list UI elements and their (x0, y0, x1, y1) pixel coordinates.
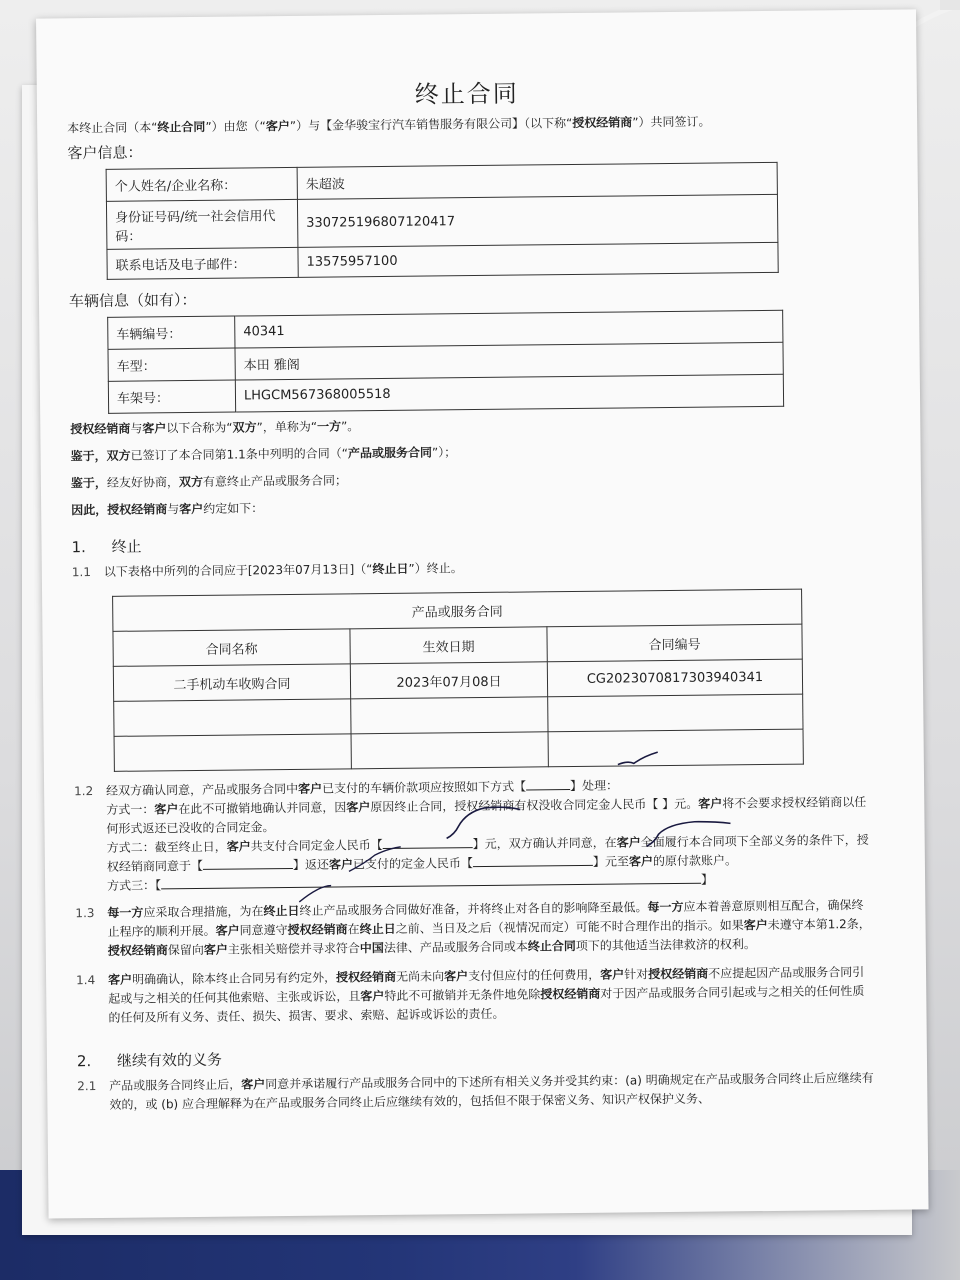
contract-name-cell: 二手机动车收购合同 (113, 664, 350, 701)
clause-bold: 客户 (616, 835, 641, 850)
recital-text: 约定如下： (203, 501, 264, 516)
clause-1-1 (72, 555, 872, 582)
clause-segment: 在此不可撤销地确认并同意，因 (178, 800, 347, 817)
clause-bold: 客户 (226, 839, 251, 854)
clause-text (104, 555, 872, 582)
customer-id-value: 330725196807120417 (297, 194, 777, 247)
clause-segment: 共支付合同定金人民币【 (250, 838, 383, 854)
customer-name-key: 个人姓名/企业名称： (106, 167, 297, 201)
empty-cell (351, 732, 548, 769)
clause-bold: 客户 (108, 972, 133, 987)
empty-cell (114, 699, 351, 736)
recital-text: 已签订了本合同第1.1条中列明的合同（“ (130, 446, 349, 463)
clause-bold: 客户 (743, 917, 768, 933)
recital-bold: 授权经销商 (70, 421, 131, 437)
col-header-contract-number: 合同编号 (547, 624, 802, 662)
clause-2-1 (77, 1069, 877, 1115)
recital-bold: 鉴于， (70, 448, 107, 464)
section-2-heading (77, 1042, 877, 1071)
clause-number: 1.1 (71, 565, 91, 580)
recital-text: 与 (130, 421, 143, 436)
table-row (114, 729, 803, 771)
recital-bold: 因此，授权经销商 (71, 502, 168, 518)
clause-bold: 授权经销商 (287, 922, 348, 938)
customer-name-value: 朱超波 (297, 162, 777, 199)
vehicle-number-key: 车辆编号： (108, 316, 235, 349)
recital-therefore (71, 493, 871, 520)
recital-text: ”。 (340, 419, 360, 434)
empty-cell (351, 697, 548, 734)
clause-bold: 客户 (215, 923, 240, 938)
clause-bold: 终止日 (263, 903, 300, 919)
clause-bold: 客户 (444, 969, 469, 984)
clause-bold: 授权经销商 (107, 943, 168, 958)
clause-segment: 对于因产品或服务合同引起或与之相关的任何性质的任何及所有义务、责任、损失、损害、要求、索赔、起诉或诉讼的责任。 (108, 983, 865, 1025)
customer-info-label: 客户信息： (67, 143, 143, 163)
intro-bold: 终止合同 (157, 119, 206, 135)
vehicle-model-value: 本田 雅阁 (235, 342, 783, 380)
customer-info-table (106, 162, 779, 280)
clause-segment: 已支付的定金人民币【 (352, 856, 474, 872)
clause-segment: 明确确认，除本终止合同另有约定外， (132, 970, 337, 987)
clause-segment: 应采取合理措施，为在 (143, 904, 264, 920)
clause-segment: 不应提起因产品或服务合同引起或与之相关的任何其他索赔、主张或诉讼，且 (108, 964, 865, 1006)
clause-bold: 授权经销商 (540, 986, 601, 1002)
clause-segment: 】 (701, 872, 714, 887)
recital-whereas-1 (71, 439, 871, 466)
col-header-contract-name: 合同名称 (113, 629, 350, 666)
clause-segment: 全面履行本合同项下全部义务的条件下，授权经销商同意于【 (106, 832, 869, 874)
col-header-effective-date: 生效日期 (350, 627, 547, 664)
clause-bold: 客户 (346, 800, 371, 815)
recital-parties (70, 412, 870, 439)
table-row (107, 242, 778, 279)
section-number: 2. (76, 1052, 92, 1071)
vehicle-info-label: 车辆信息（如有）： (68, 290, 197, 311)
recital-bold: 鉴于， (70, 475, 107, 491)
clause-segment: 支付但应付的任何费用， (468, 967, 601, 984)
effective-date-cell: 2023年07月08日 (350, 662, 547, 699)
recital-bold: 一方 (316, 419, 342, 434)
refund-date-blank[interactable] (203, 868, 293, 870)
customer-id-key: 身份证号码/统一社会信用代码： (106, 199, 297, 249)
clause-segment: 法律、产品或服务合同或本 (383, 939, 528, 956)
clause-segment: 同意并承诺履行产品或服务合同中的下述所有相关义务并受其约束：(a) 明确规定在产品或服务合同终止后应继续有效的，或 (b) 应合理解释为在产品或服务合同终止后应继续有效的，包括但不限于保密义务、知识产权保护义务、 (109, 1070, 874, 1112)
clause-text (107, 896, 876, 961)
clause-segment: 无尚未向 (396, 969, 445, 984)
vehicle-vin-value: LHGCM567368005518 (235, 374, 783, 412)
clause-bold: 客户 (241, 1077, 266, 1092)
section-title: 终止 (111, 537, 142, 556)
clause-segment: 的原付款账户。 (652, 853, 738, 869)
clause-segment: 经双方确认同意，产品或服务合同中 (106, 781, 299, 798)
clause-segment: 主张相关赔偿并寻求符合 (227, 941, 360, 957)
customer-contact-value: 13575957100 (298, 242, 778, 277)
empty-cell (114, 734, 351, 771)
clause-bold: 客户 (698, 796, 723, 811)
contract-number-cell: CG2023070817303940341 (547, 659, 802, 697)
clause-segment: 】元，双方确认并同意，在 (472, 835, 617, 852)
recital-bold: 双方 (106, 448, 131, 463)
clause-segment: 将不会要求授权经销商以任何形式返还已没收的合同定金。 (106, 794, 867, 836)
recital-text: 经友好协商， (106, 475, 179, 490)
document-sheet (36, 9, 929, 1218)
clause-segment: 】处理： (570, 778, 619, 794)
clause-1-3 (75, 896, 876, 961)
clause-segment: 项下的其他适当法律救济的权利。 (575, 937, 756, 954)
recital-text: 有意终止产品或服务合同； (202, 473, 348, 489)
clause-bold: 授权经销商 (336, 969, 397, 985)
deposit-amount-blank[interactable] (383, 847, 473, 849)
intro-bold: 授权经销商 (572, 115, 633, 130)
empty-cell (548, 694, 803, 732)
vehicle-info-table (107, 310, 784, 414)
clause-segment: 终止产品或服务合同做好准备，并将终止对各自的影响降至最低。 (299, 900, 648, 918)
clause-1-2 (74, 774, 875, 896)
clause-segment: 方式三：【 (107, 878, 162, 893)
clause-text (109, 1069, 877, 1115)
clause-segment: 应本着善意原则相互配合，确保终止程序的顺利开展。 (107, 897, 864, 939)
clause-bold: 客户 (154, 802, 179, 817)
clause-segment: 】元至 (592, 854, 630, 869)
intro-text: 本终止合同（本“ (67, 120, 158, 136)
clause-bold: 客户 (328, 857, 354, 872)
clause-segment: 已支付的车辆价款项应按照如下方式【 (322, 779, 527, 796)
clause-segment: 在 (347, 922, 360, 937)
clause-segment: 未遵守本第1.2条， (767, 916, 871, 932)
clause-1-4 (76, 963, 877, 1028)
clause-bold: 客户 (203, 942, 228, 957)
clause-segment: 方式一： (106, 802, 155, 817)
clause-number: 1.2 (74, 784, 94, 799)
empty-cell (548, 729, 803, 767)
clause-bold: 客户 (360, 989, 385, 1004)
clause-segment: 特此不可撤销并无条件地免除 (384, 987, 541, 1004)
section-title: 继续有效的义务 (116, 1050, 223, 1070)
clause-segment: 】返还 (292, 857, 330, 872)
clause-segment: ”）终止。 (408, 561, 463, 576)
document-title: 终止合同 (414, 79, 519, 109)
recital-text: ”，单称为“ (256, 419, 318, 435)
section-number: 1. (71, 538, 86, 557)
clause-text (106, 774, 875, 896)
clause-segment: 同意遵守 (239, 923, 288, 938)
contract-table (112, 589, 804, 772)
clause-number: 1.4 (76, 973, 96, 988)
method-three-blank[interactable] (161, 883, 701, 890)
recital-text: 以下合称为“ (166, 420, 233, 436)
table-row (108, 374, 783, 413)
clause-number: 1.3 (75, 906, 95, 921)
vehicle-number-value: 40341 (235, 310, 783, 348)
clause-bold: 每一方 (647, 899, 684, 915)
clause-segment: 原因终止合同，授权经销商有权没收合同定金人民币【 】元。 (370, 796, 699, 815)
clause-number: 2.1 (77, 1079, 97, 1094)
clause-bold: 每一方 (107, 905, 144, 920)
clause-bold: 终止合同 (527, 939, 576, 954)
recital-bold: 客户 (142, 421, 167, 436)
clause-bold: 授权经销商 (648, 966, 709, 982)
recital-bold: 产品或服务合同 (347, 445, 433, 461)
intro-bold: 客户 (265, 118, 290, 134)
clause-segment: 之前、当日及之后（视情况而定）可能不时合理作出的指示。如果 (395, 918, 744, 936)
clause-bold: 客户 (298, 781, 323, 796)
intro-text: ”）由您（“ (205, 119, 266, 134)
clause-bold: 终止日 (359, 921, 396, 937)
recital-bold: 双方 (178, 474, 204, 490)
recital-bold: 双方 (232, 420, 257, 435)
recital-text: ”）； (431, 445, 457, 460)
clause-segment: 以下表格中所列的合同应于[2023年07月13日]（“ (103, 562, 373, 579)
clause-segment: 产品或服务合同终止后， (109, 1077, 242, 1093)
document-content (66, 10, 877, 1115)
vehicle-vin-key: 车架号： (108, 380, 235, 413)
vehicle-model-key: 车型： (108, 348, 235, 381)
clause-segment: 方式二：截至终止日， (106, 839, 227, 855)
clause-bold: 中国 (359, 941, 384, 956)
intro-text: ”）与【金华骏宝行汽车销售服务有限公司】（以下称“ (289, 115, 573, 133)
recital-bold: 客户 (179, 501, 204, 517)
recital-text: 与 (167, 502, 180, 517)
clause-segment: 针对 (624, 967, 649, 982)
clause-bold: 客户 (628, 854, 654, 869)
refund-amount-blank[interactable] (473, 865, 593, 867)
method-choice-blank[interactable] (526, 789, 570, 790)
clause-segment: 保留向 (167, 942, 204, 958)
section-1-heading (71, 528, 871, 557)
recital-whereas-2 (71, 466, 871, 493)
table-row (106, 194, 777, 249)
contract-table-header: 产品或服务合同 (113, 589, 802, 631)
clause-bold: 客户 (600, 967, 625, 982)
intro-text: ”）共同签订。 (632, 114, 711, 130)
clause-bold: 终止日 (372, 561, 409, 577)
clause-text (108, 963, 877, 1028)
customer-contact-key: 联系电话及电子邮件： (107, 247, 298, 279)
